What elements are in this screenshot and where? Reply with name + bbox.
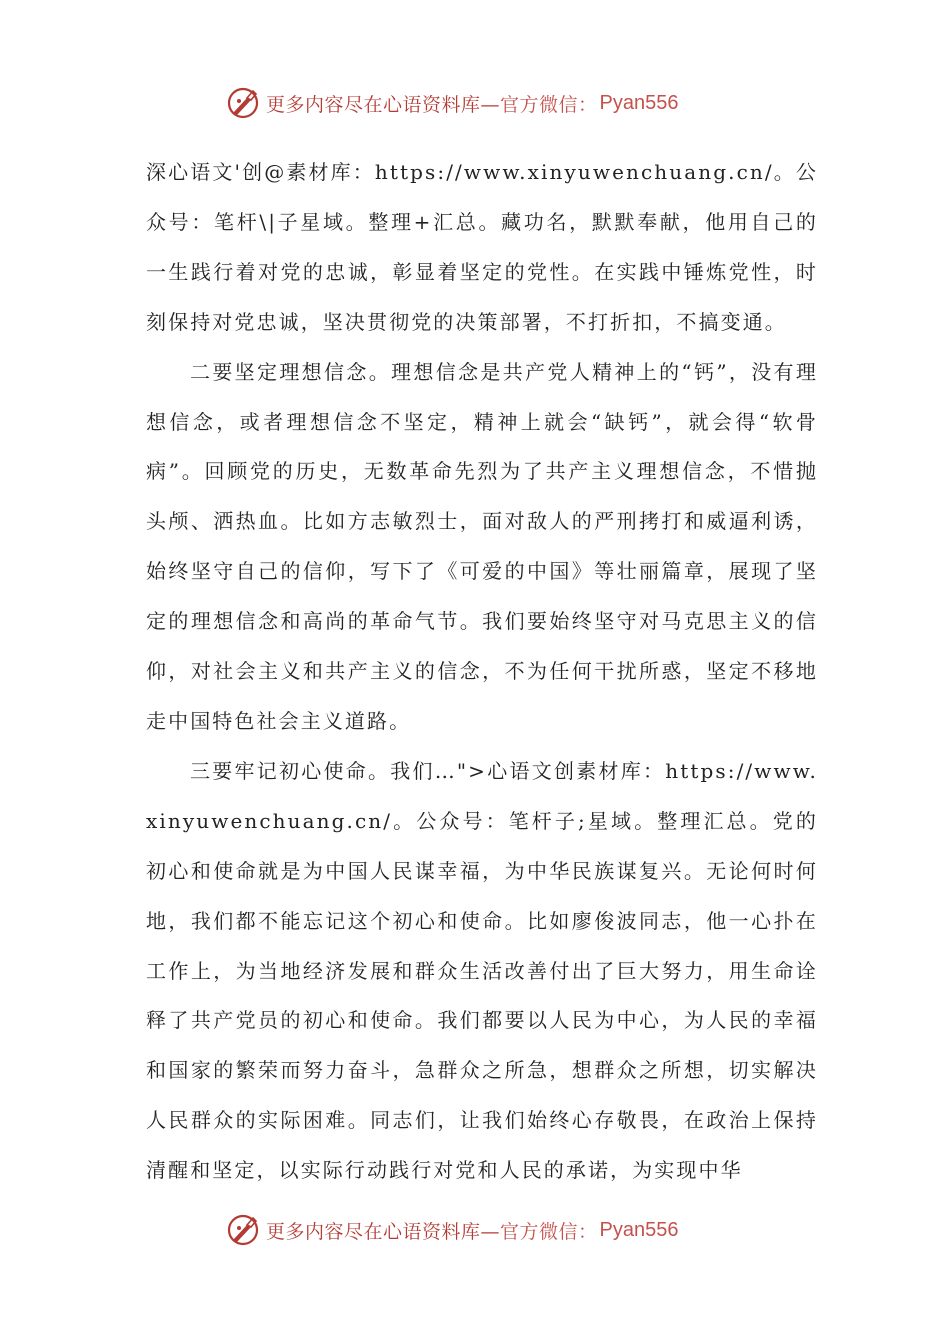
footer-banner bbox=[226, 1210, 679, 1250]
header-banner bbox=[226, 83, 679, 123]
banner-title: 更多内容尽在心语资料库— bbox=[266, 1220, 501, 1243]
paragraph-1: 深心语文'创@素材库：https://www.xinyuwenchuang.cn/。公众号：笔杆\|子星域。整理+汇总。藏功名，默默奉献，他用自己的一生践行着对党的忠诚，彰显着坚定的党性。在实践中锤炼党性，时刻保持对党忠诚，坚决贯彻党的决策部署，不打折扣，不搞变通。 bbox=[146, 160, 818, 334]
wechat-label: 官方微信： bbox=[500, 1220, 598, 1243]
wechat-id: Pyan556 bbox=[599, 91, 679, 114]
wechat-id: Pyan556 bbox=[599, 1218, 679, 1241]
banner-title: 更多内容尽在心语资料库— bbox=[266, 93, 501, 116]
paragraph-2: 二要坚定理想信念。理想信念是共产党人精神上的“钙”，没有理想信念，或者理想信念不坚定，精神上就会“缺钙”，就会得“软骨病”。回顾党的历史，无数革命先烈为了共产主义理想信念，不惜抛头颅、洒热血。比如方志敏烈士，面对敌人的严刑拷打和威逼利诱，始终坚守自己的信仰，写下了《可爱的中国》等壮丽篇章，展现了坚定的理想信念和高尚的革命气节。我们要始终坚守对马克思主义的信仰，对社会主义和共产主义的信念，不为任何干扰所惑，坚定不移地走中国特色社会主义道路。 bbox=[146, 359, 818, 733]
pen-circle-logo-icon bbox=[226, 1213, 260, 1247]
paragraph-3: 三要牢记初心使命。我们…">心语文创素材库：https://www.xinyuwenchuang.cn/。公众号：笔杆子;星域。整理汇总。党的初心和使命就是为中国人民谋幸福，为中华民族谋复兴。无论何时何地，我们都不能忘记这个初心和使命。比如廖俊波同志，他一心扑在工作上，为当地经济发展和群众生活改善付出了巨大努力，用生命诠释了共产党员的初心和使命。我们都要以人民为中心，为人民的幸福和国家的繁荣而努力奋斗，急群众之所急，想群众之所想，切实解决人民群众的实际困难。同志们，让我们始终心存敬畏，在政治上保持清醒和坚定，以实际行动践行对党和人民的承诺，为实现中华 bbox=[146, 758, 818, 1183]
document-body bbox=[146, 148, 818, 1196]
wechat-label: 官方微信： bbox=[500, 93, 598, 116]
pen-circle-logo-icon bbox=[226, 86, 260, 120]
